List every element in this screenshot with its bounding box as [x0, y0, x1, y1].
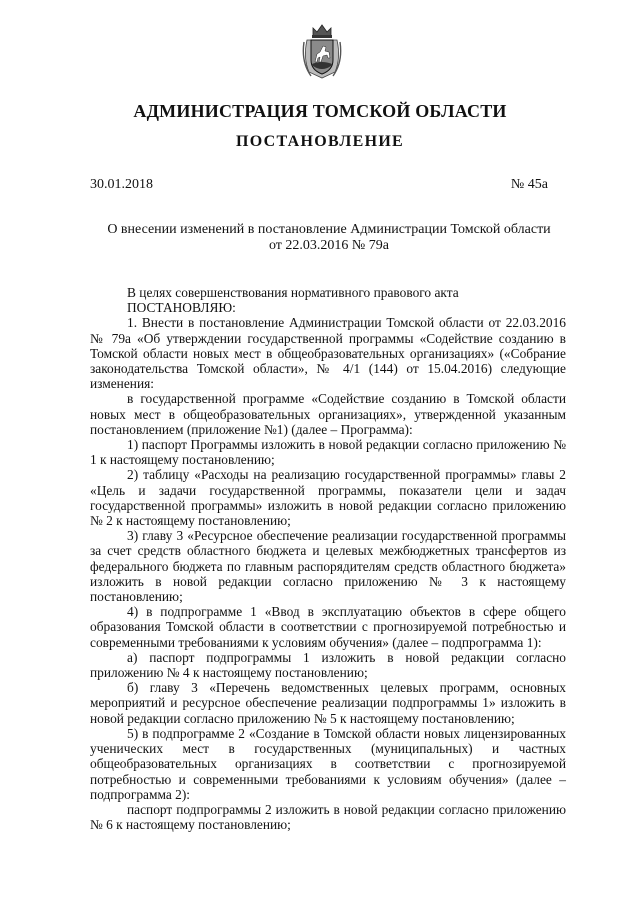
subject-line: от 22.03.2016 № 79а [268, 238, 389, 253]
document-subject [90, 222, 568, 254]
document-type: ПОСТАНОВЛЕНИЕ [235, 133, 405, 150]
body-paragraph: 2) таблицу «Расходы на реализацию государственной программы» главы 2 «Цель и задачи государственной программы, показатели цели и задач государственной программы» изложить в новой редакции согласно приложению № 2 к настоящему постановлению; [90, 467, 566, 529]
subject-line: О внесении изменений в постановление Администрации Томской области [107, 222, 551, 237]
body-paragraph: б) главу 3 «Перечень ведомственных целевых программ, основных мероприятий и ресурсное обеспечение реализации подпрограммы 1» изложить в новой редакции согласно приложению № 5 к настоящему постановлению; [90, 680, 566, 726]
tomsk-coat-of-arms-icon [301, 22, 343, 80]
document-body [90, 285, 566, 832]
body-paragraph: 4) в подпрограмме 1 «Ввод в эксплуатацию объектов в сфере общего образования Томской области в соответствии с прогнозируемой потребностью и современными требованиями к условиям обучения» (далее – подпрограмма 1): [90, 604, 566, 650]
document-date: 30.01.2018 [90, 177, 153, 192]
body-paragraph: ПОСТАНОВЛЯЮ: [127, 300, 236, 316]
body-paragraph: в государственной программе «Содействие созданию в Томской области новых мест в общеобразовательных организациях», утвержденной указанным постановлением (приложение №1) (далее – Программа): [90, 391, 566, 437]
body-paragraph: В целях совершенствования нормативного правового акта [127, 285, 459, 300]
body-paragraph: 3) главу 3 «Ресурсное обеспечение реализации государственной программы за счет средств областного бюджета и целевых межбюджетных трансфертов из федерального бюджета по главным распорядителям средств областного бюджета» изложить в новой редакции согласно приложению № 3 к настоящему постановлению; [90, 528, 566, 605]
body-paragraph: 5) в подпрограмме 2 «Создание в Томской области новых лицензированных ученических мест в государственных (муниципальных) и частных общеобразовательных организациях в соответствии с прогнозируемой потребностью и современными требованиями к условиям обучения» (далее – подпрограмма 2): [90, 725, 566, 802]
organization-title: АДМИНИСТРАЦИЯ ТОМСКОЙ ОБЛАСТИ [133, 101, 507, 121]
document-number: № 45а [510, 177, 548, 192]
body-paragraph: а) паспорт подпрограммы 1 изложить в новой редакции согласно приложению № 4 к настоящему постановлению; [90, 649, 566, 681]
body-paragraph: паспорт подпрограммы 2 изложить в новой редакции согласно приложению № 6 к настоящему постановлению; [90, 801, 566, 833]
body-paragraph: 1. Внести в постановление Администрации Томской области от 22.03.2016 № 79а «Об утверждении государственной программы «Содействие созданию в Томской области новых мест в общеобразовательных организациях» («Собрание законодательства Томской области», № 4/1 (144) от 15.04.2016) следующие изменения: [90, 315, 566, 392]
body-paragraph: 1) паспорт Программы изложить в новой редакции согласно приложению № 1 к настоящему постановлению; [90, 437, 566, 468]
